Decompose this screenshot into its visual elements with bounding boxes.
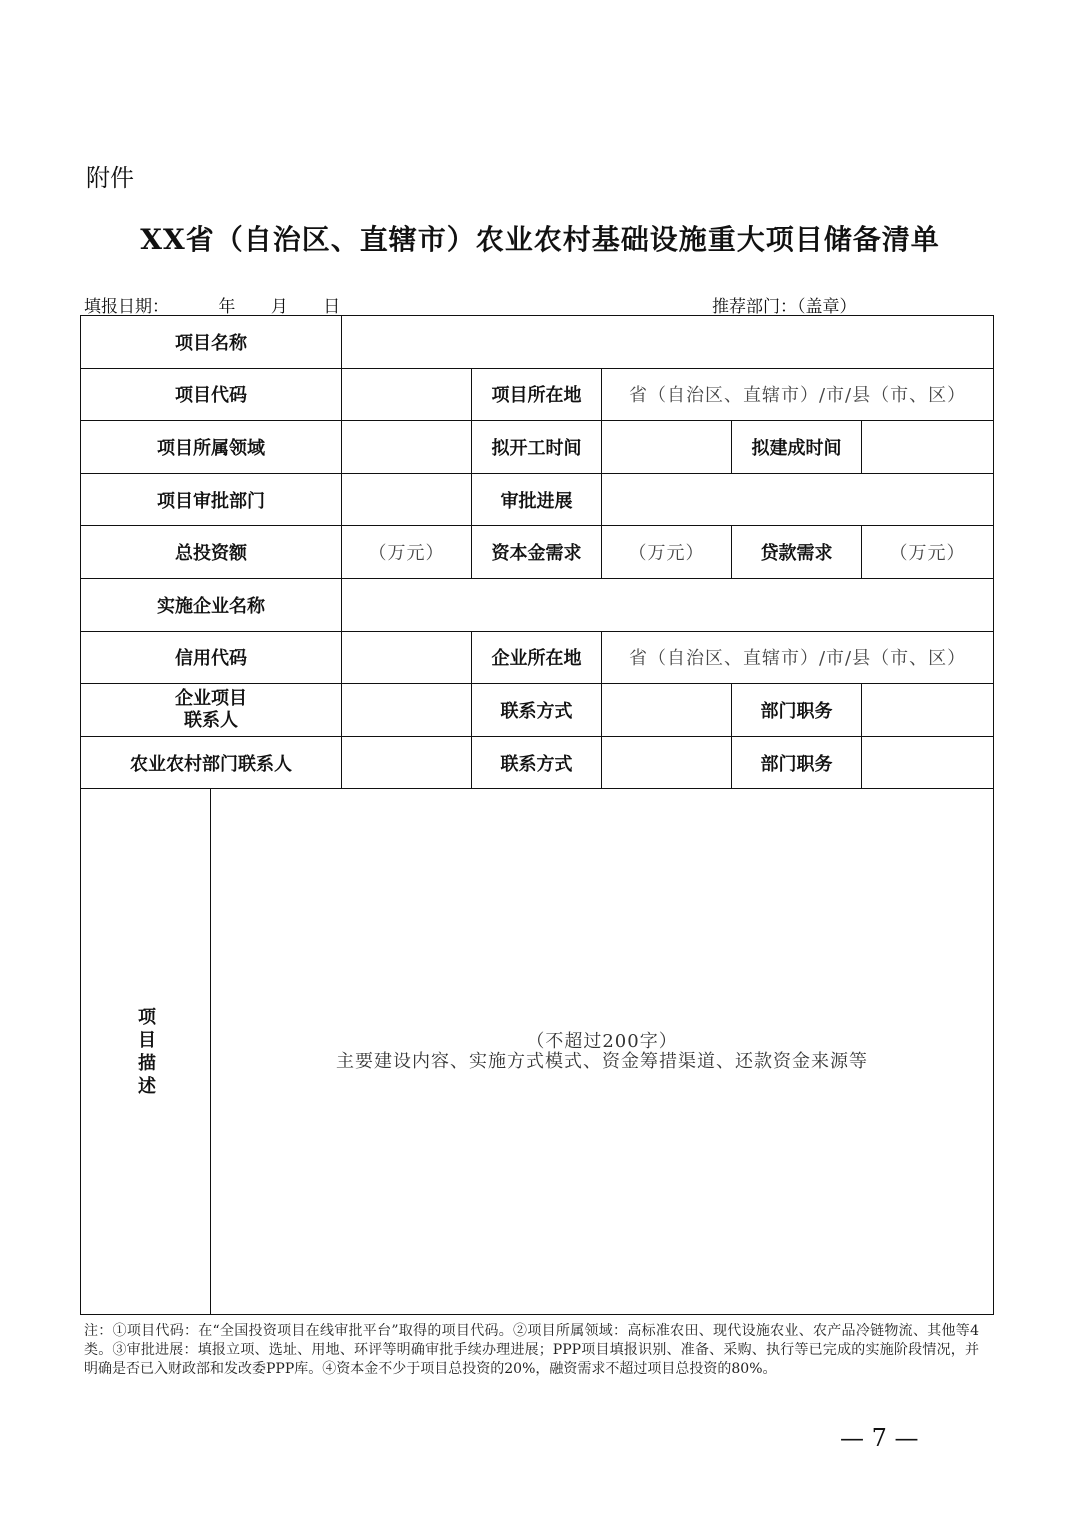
project-field-label: 项目所属领域	[81, 421, 342, 474]
attachment-label: 附件	[86, 164, 134, 192]
project-name-field[interactable]	[342, 316, 994, 369]
approval-dept-field[interactable]	[342, 473, 472, 526]
year-label: 年	[218, 297, 236, 317]
recommend-dept: 推荐部门：（盖章）	[712, 297, 857, 317]
loan-need-field[interactable]: （万元）	[862, 526, 994, 579]
enterprise-contact-method-label: 联系方式	[472, 684, 602, 737]
enterprise-location-field[interactable]: 省（自治区、直辖市）/市/县（市、区）	[602, 631, 994, 684]
approval-progress-label: 审批进展	[472, 473, 602, 526]
total-investment-label: 总投资额	[81, 526, 342, 579]
project-code-field[interactable]	[342, 368, 472, 421]
row-project-field	[81, 421, 994, 474]
project-location-field[interactable]: 省（自治区、直辖市）/市/县（市、区）	[602, 368, 994, 421]
description-limit: （不超过200字）	[526, 1030, 678, 1052]
enterprise-name-field[interactable]	[342, 578, 994, 631]
credit-code-label: 信用代码	[81, 631, 342, 684]
capital-need-label: 资本金需求	[472, 526, 602, 579]
day-label: 日	[323, 297, 341, 317]
enterprise-contact-line1: 企业项目	[175, 687, 247, 709]
row-project-code	[81, 368, 994, 421]
agri-dept-contact-field[interactable]	[342, 736, 472, 789]
project-name-label: 项目名称	[81, 316, 342, 369]
planned-completion-label: 拟建成时间	[732, 421, 862, 474]
loan-need-label: 贷款需求	[732, 526, 862, 579]
planned-start-field[interactable]	[602, 421, 732, 474]
description-content-hint: 主要建设内容、实施方式模式、资金筹措渠道、还款资金来源等	[336, 1050, 869, 1072]
agri-dept-position-field[interactable]	[862, 736, 994, 789]
total-investment-field[interactable]: （万元）	[342, 526, 472, 579]
document-title: XX省（自治区、直辖市）农业农村基础设施重大项目储备清单	[140, 223, 940, 256]
capital-need-field[interactable]: （万元）	[602, 526, 732, 579]
fill-date	[84, 292, 344, 317]
row-enterprise-name	[81, 578, 994, 631]
enterprise-dept-position-field[interactable]	[862, 684, 994, 737]
month-label: 月	[270, 297, 288, 317]
approval-dept-label: 项目审批部门	[81, 473, 342, 526]
approval-progress-field[interactable]	[602, 473, 994, 526]
description-label-char: 描	[138, 1052, 156, 1074]
row-credit-code	[81, 631, 994, 684]
enterprise-contact-label	[81, 684, 342, 737]
page-number: — 7 —	[840, 1424, 919, 1452]
enterprise-dept-position-label: 部门职务	[732, 684, 862, 737]
description-field[interactable]	[211, 789, 994, 1315]
enterprise-location-label: 企业所在地	[472, 631, 602, 684]
row-agri-contact	[81, 736, 994, 789]
enterprise-name-label: 实施企业名称	[81, 578, 342, 631]
agri-contact-method-field[interactable]	[602, 736, 732, 789]
description-label-char: 项	[138, 1006, 156, 1028]
project-code-label: 项目代码	[81, 368, 342, 421]
row-project-name	[81, 316, 994, 369]
project-field-field[interactable]	[342, 421, 472, 474]
planned-completion-field[interactable]	[862, 421, 994, 474]
project-form-table	[80, 315, 994, 1315]
description-label-char: 述	[138, 1075, 156, 1097]
project-location-label: 项目所在地	[472, 368, 602, 421]
agri-contact-method-label: 联系方式	[472, 736, 602, 789]
description-label-char: 目	[138, 1029, 156, 1051]
description-label	[81, 789, 211, 1315]
enterprise-contact-method-field[interactable]	[602, 684, 732, 737]
row-enterprise-contact	[81, 684, 994, 737]
credit-code-field[interactable]	[342, 631, 472, 684]
row-description	[81, 789, 994, 1315]
planned-start-label: 拟开工时间	[472, 421, 602, 474]
agri-dept-contact-label: 农业农村部门联系人	[81, 736, 342, 789]
row-investment	[81, 526, 994, 579]
fill-date-label: 填报日期：	[84, 297, 169, 317]
enterprise-contact-line2: 联系人	[184, 709, 238, 731]
enterprise-contact-field[interactable]	[342, 684, 472, 737]
agri-dept-position-label: 部门职务	[732, 736, 862, 789]
footnotes: 注：①项目代码：在“全国投资项目在线审批平台”取得的项目代码。②项目所属领域：高标准农田、现代设施农业、农产品冷链物流、其他等4类。③审批进展：填报立项、选址、用地、环评等明确审批手续办理进展；PPP项目填报识别、准备、采购、执行等已完成的实施阶段情况，并明确是否已入财政部和发改委PPP库。④资本金不少于项目总投资的20%，融资需求不超过项目总投资的80%。	[84, 1323, 979, 1377]
row-approval	[81, 473, 994, 526]
